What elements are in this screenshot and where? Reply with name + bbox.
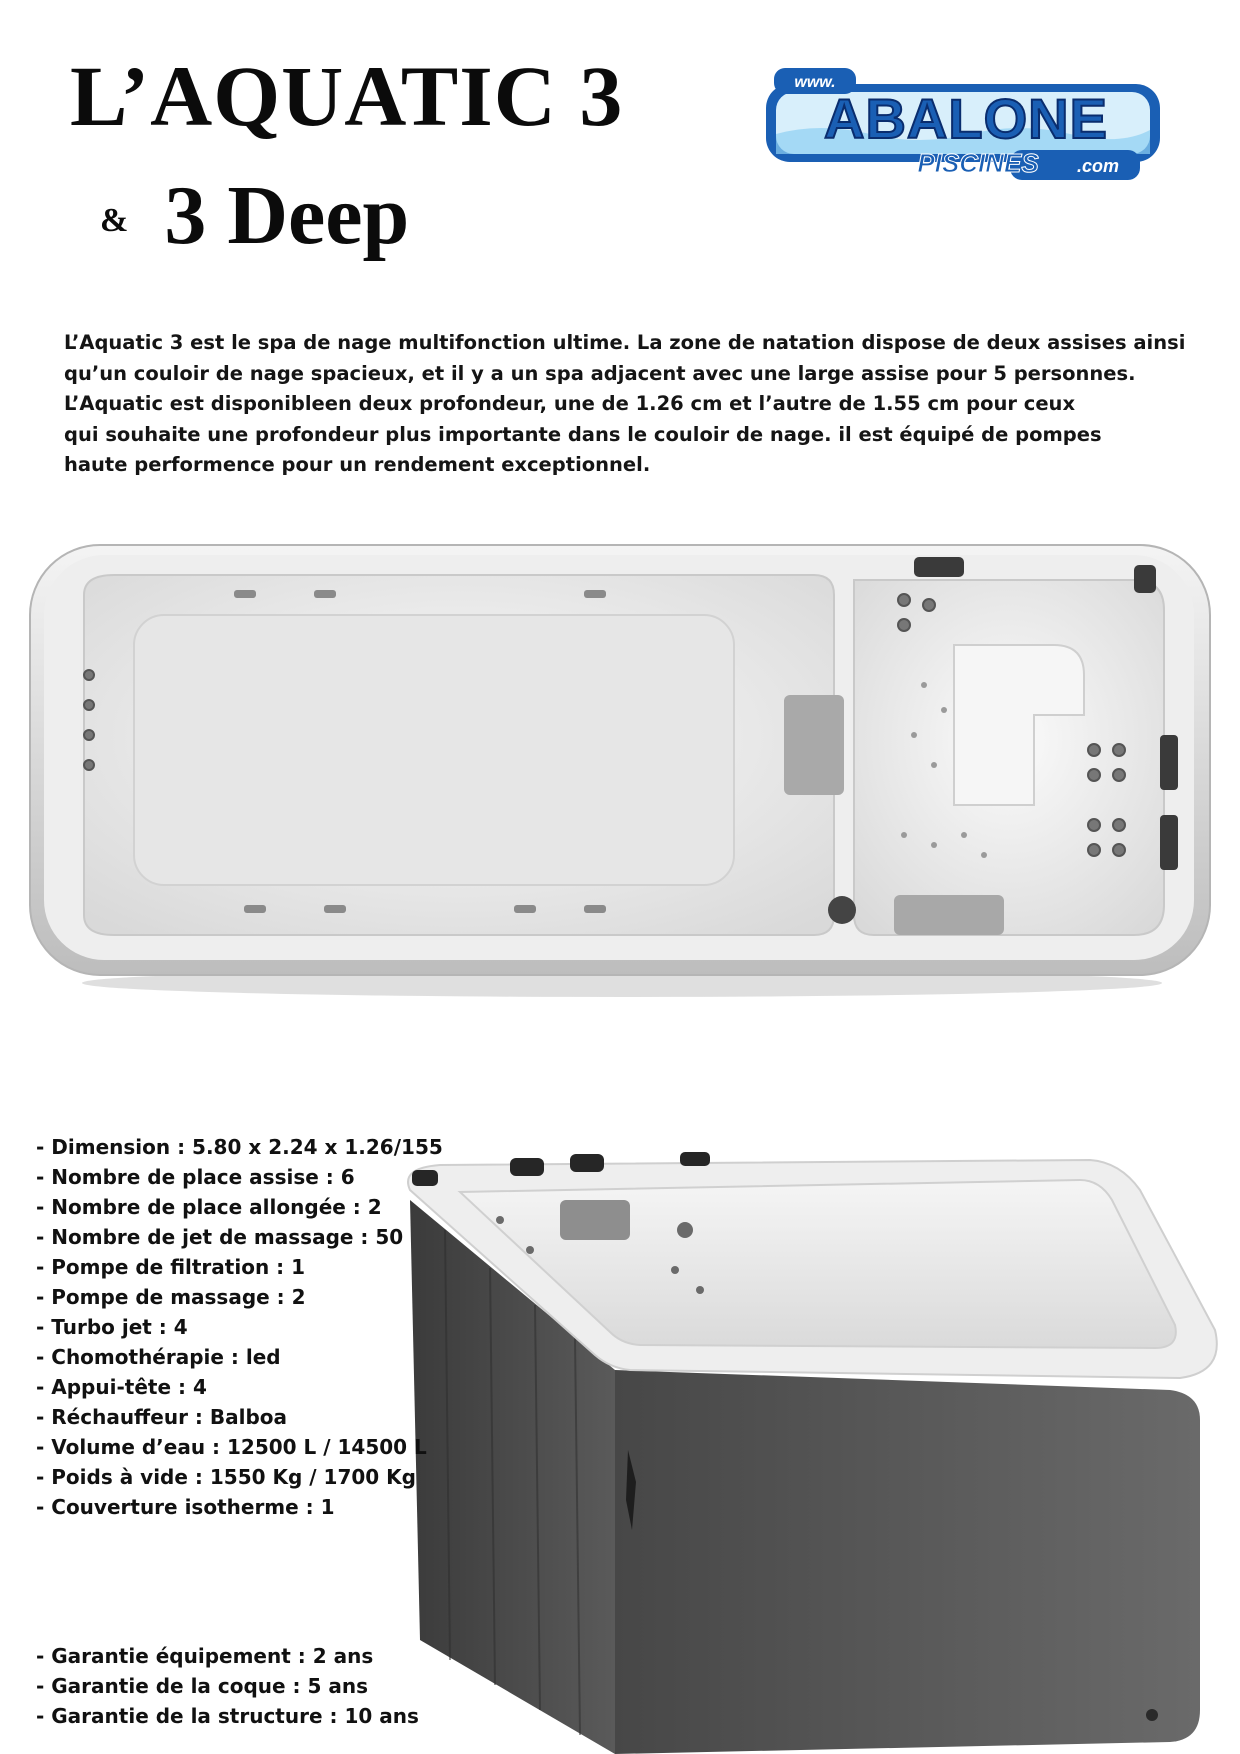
spec-item: - Appui-tête : 4	[36, 1372, 443, 1402]
product-variant: 3 Deep	[164, 169, 410, 262]
spec-item: - Volume d’eau : 12500 L / 14500 L	[36, 1432, 443, 1462]
abalone-piscines-logo	[760, 64, 1166, 184]
logo-tld: .com	[1076, 156, 1120, 176]
intro-paragraph	[64, 328, 1204, 481]
spec-item: - Chomothérapie : led	[36, 1342, 443, 1372]
spec-item: - Pompe de massage : 2	[36, 1282, 443, 1312]
spec-item: - Poids à vide : 1550 Kg / 1700 Kg	[36, 1462, 443, 1492]
spa-side-view-image	[400, 1150, 1220, 1754]
intro-line: haute performence pour un rendement exceptionnel.	[64, 453, 651, 476]
product-subtitle	[100, 168, 409, 269]
intro-line: qu’un couloir de nage spacieux, et il y a un spa adjacent avec une large assise pour 5 personnes.	[64, 361, 1136, 385]
logo-name: ABALONE	[824, 87, 1108, 150]
product-title: L’AQUATIC 3	[70, 48, 624, 144]
spa-top-view-image	[24, 535, 1220, 1005]
warranty-item: - Garantie équipement : 2 ans	[36, 1641, 419, 1671]
spec-item: - Turbo jet : 4	[36, 1312, 443, 1342]
intro-line: L’Aquatic 3 est le spa de nage multifonction ultime. La zone de natation dispose de deux assises ainsi	[64, 331, 1186, 354]
spec-item: - Couverture isotherme : 1	[36, 1492, 443, 1522]
warranty-list	[36, 1641, 419, 1731]
specs-list	[36, 1132, 443, 1522]
spec-item: - Nombre de place assise : 6	[36, 1162, 443, 1192]
intro-line: L’Aquatic est disponibleen deux profondeur, une de 1.26 cm et l’autre de 1.55 cm pour ceux	[64, 392, 1076, 415]
spec-item: - Nombre de jet de massage : 50	[36, 1222, 443, 1252]
spec-item: - Pompe de filtration : 1	[36, 1252, 443, 1282]
spec-item: - Réchauffeur : Balboa	[36, 1402, 443, 1432]
intro-line: qui souhaite une profondeur plus importante dans le couloir de nage. il est équipé de pompes	[64, 422, 1102, 446]
spec-item: - Dimension : 5.80 x 2.24 x 1.26/155	[36, 1132, 443, 1162]
spec-item: - Nombre de place allongée : 2	[36, 1192, 443, 1222]
logo-sub: PISCINES	[917, 148, 1039, 178]
warranty-item: - Garantie de la structure : 10 ans	[36, 1701, 419, 1731]
ampersand: &	[100, 202, 129, 239]
logo-www: www.	[794, 74, 836, 91]
warranty-item: - Garantie de la coque : 5 ans	[36, 1671, 419, 1701]
